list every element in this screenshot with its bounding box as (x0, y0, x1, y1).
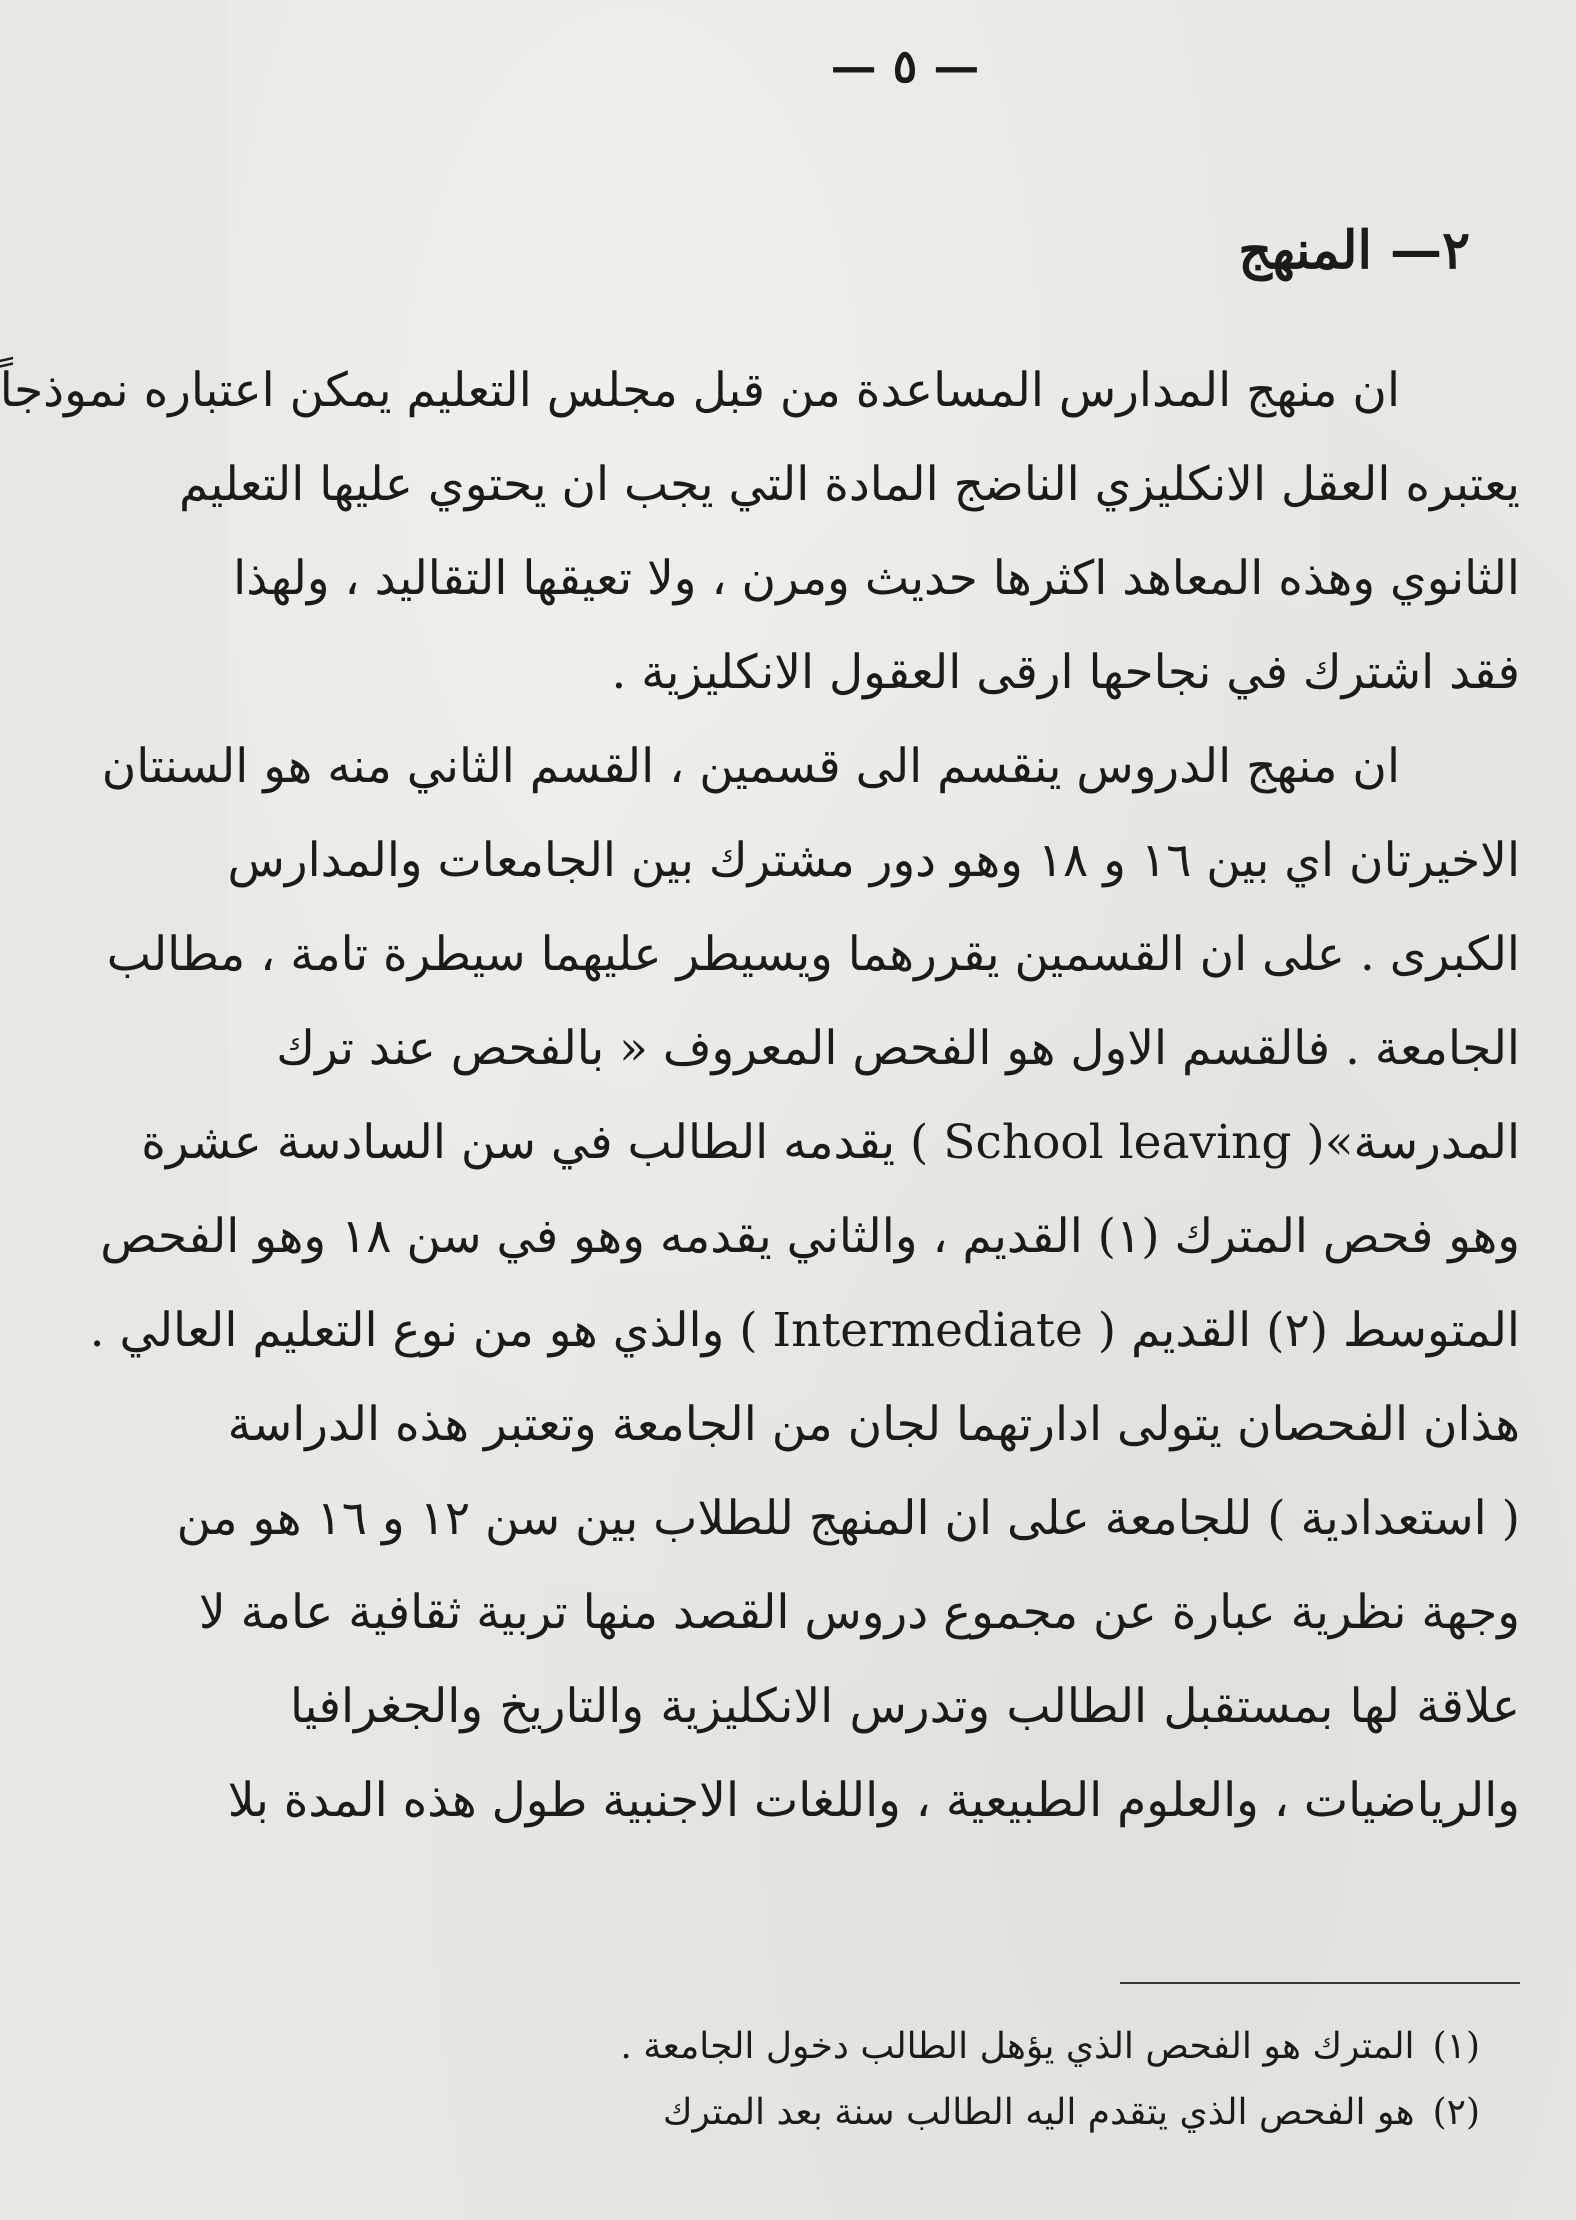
footnote-2 (290, 2080, 1480, 2146)
body-line: فقد اشترك في نجاحها ارقى العقول الانكليزية . (611, 645, 1520, 700)
section-heading: ٢— المنهج (1238, 220, 1470, 281)
footnotes (290, 2014, 1480, 2146)
footnote-divider (1120, 1982, 1520, 1984)
body-line: ( استعدادية ) للجامعة على ان المنهج للطلاب بين سن ١٢ و ١٦ هو من (176, 1491, 1520, 1546)
body-line: وهو فحص المترك (١) القديم ، والثاني يقدمه وهو في سن ١٨ وهو الفحص (100, 1209, 1520, 1264)
footnote-marker: (١) (1432, 2026, 1480, 2067)
footnote-text: هو الفحص الذي يتقدم اليه الطالب سنة بعد المترك (662, 2092, 1415, 2133)
book-page (0, 36, 1520, 2186)
body-line: الثانوي وهذه المعاهد اكثرها حديث ومرن ، ولا تعيقها التقاليد ، ولهذا (233, 551, 1520, 606)
body-line: ان منهج الدروس ينقسم الى قسمين ، القسم الثاني منه هو السنتان (101, 739, 1400, 794)
footnote-text: المترك هو الفحص الذي يؤهل الطالب دخول الجامعة . (620, 2026, 1415, 2067)
body-line: الاخيرتان اي بين ١٦ و ١٨ وهو دور مشترك بين الجامعات والمدارس (227, 833, 1520, 888)
body-line: يعتبره العقل الانكليزي الناضج المادة التي يجب ان يحتوي عليها التعليم (179, 457, 1520, 512)
body-line: علاقة لها بمستقبل الطالب وتدرس الانكليزية والتاريخ والجغرافيا (290, 1679, 1520, 1734)
body-line: ان منهج المدارس المساعدة من قبل مجلس التعليم يمكن اعتباره نموذجاً (0, 363, 1400, 418)
body-text (0, 344, 1520, 1848)
footnote-marker: (٢) (1432, 2092, 1480, 2133)
footnote-1 (290, 2014, 1480, 2080)
body-line: وجهة نظرية عبارة عن مجموع دروس القصد منها تربية ثقافية عامة لا (198, 1585, 1520, 1640)
body-line: والرياضيات ، والعلوم الطبيعية ، واللغات الاجنبية طول هذه المدة بلا (227, 1773, 1520, 1828)
body-line: هذان الفحصان يتولى ادارتهما لجان من الجامعة وتعتبر هذه الدراسة (227, 1397, 1520, 1452)
body-line: المتوسط (٢) القديم ( Intermediate ) والذي هو من نوع التعليم العالي . (89, 1303, 1520, 1358)
body-line: الجامعة . فالقسم الاول هو الفحص المعروف « بالفحص عند ترك (276, 1021, 1520, 1076)
body-line: الكبرى . على ان القسمين يقررهما ويسيطر عليهما سيطرة تامة ، مطالب (106, 927, 1520, 982)
body-line: المدرسة»( School leaving ) يقدمه الطالب في سن السادسة عشرة (141, 1115, 1520, 1170)
page-number: — ٥ — (830, 39, 980, 93)
